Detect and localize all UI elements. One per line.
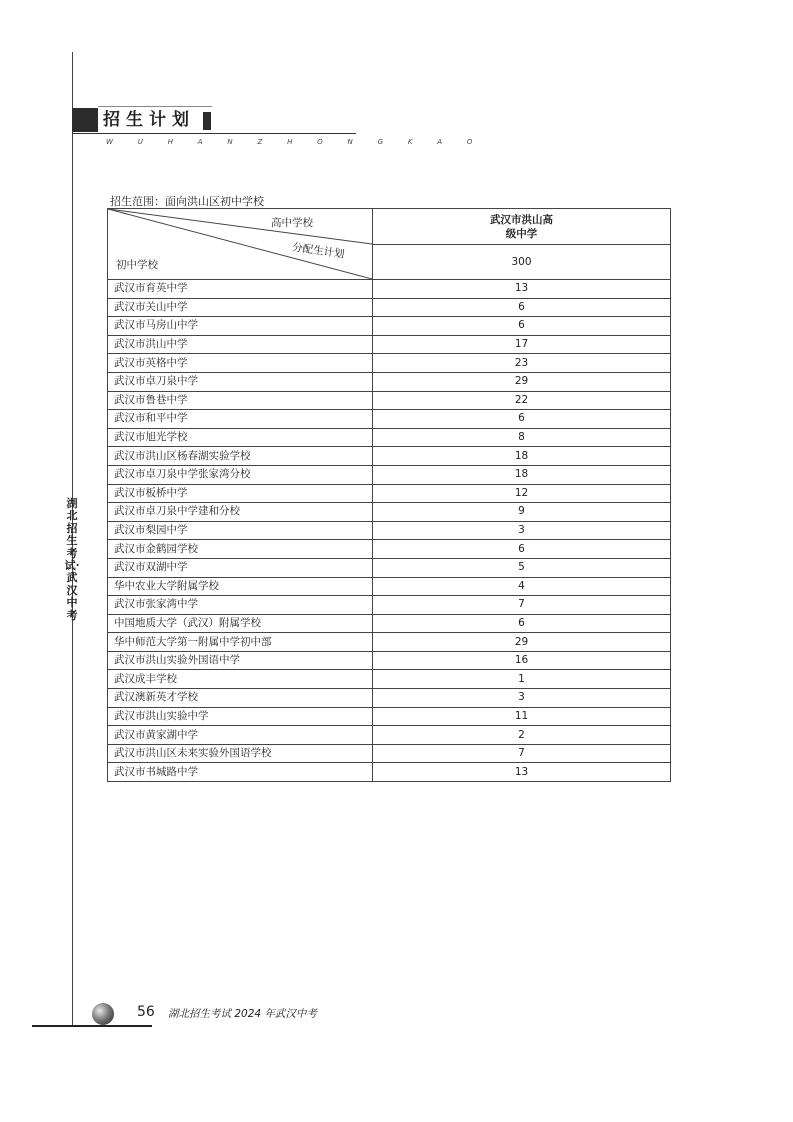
school-name-cell: 武汉市双湖中学: [108, 558, 373, 577]
header-end-block: [203, 112, 211, 130]
quota-cell: 29: [373, 372, 671, 391]
footer-logo-disc: [92, 1003, 114, 1025]
table-row: [108, 428, 671, 447]
school-name-cell: 武汉市洪山区未来实验外国语学校: [108, 744, 373, 763]
table-row: [108, 670, 671, 689]
table-row: [108, 633, 671, 652]
school-name-cell: 武汉成丰学校: [108, 670, 373, 689]
quota-cell: 2: [373, 726, 671, 745]
school-name-cell: 武汉市英格中学: [108, 354, 373, 373]
enrollment-range-label: 招生范围：面向洪山区初中学校: [110, 195, 264, 208]
quota-cell: 22: [373, 391, 671, 410]
school-name-cell: 武汉市关山中学: [108, 298, 373, 317]
quota-cell: 5: [373, 558, 671, 577]
school-name-cell: 武汉市洪山实验外国语中学: [108, 651, 373, 670]
school-name-cell: 华中师范大学第一附属中学初中部: [108, 633, 373, 652]
corner-quota-label: 分配生计划: [291, 241, 346, 261]
table-row: [108, 410, 671, 429]
quota-cell: 12: [373, 484, 671, 503]
school-name-cell: 武汉市育英中学: [108, 280, 373, 299]
table-row: [108, 298, 671, 317]
table-row: [108, 744, 671, 763]
table-row: [108, 596, 671, 615]
table-row: [108, 558, 671, 577]
table-row: [108, 689, 671, 708]
school-name-cell: 武汉市鲁巷中学: [108, 391, 373, 410]
school-name-cell: 武汉市马房山中学: [108, 317, 373, 336]
table-row: [108, 651, 671, 670]
school-name-cell: 武汉市板桥中学: [108, 484, 373, 503]
table-row: [108, 614, 671, 633]
table-row: [108, 540, 671, 559]
table-row: [108, 317, 671, 336]
quota-cell: 6: [373, 540, 671, 559]
high-school-name-text: 武汉市洪山高级中学: [490, 213, 553, 240]
table-row: [108, 465, 671, 484]
footer-rule: [32, 1025, 152, 1027]
page-number: 56: [137, 1004, 155, 1020]
school-name-cell: 武汉市洪山中学: [108, 335, 373, 354]
header-rule: [72, 133, 356, 134]
quota-cell: 8: [373, 428, 671, 447]
table-row: [108, 484, 671, 503]
table-row: [108, 577, 671, 596]
corner-middle-school-label: 初中学校: [116, 259, 158, 271]
section-title: 招生计划: [103, 110, 195, 130]
header-block: [72, 108, 98, 132]
publication-title: 湖北招生考试 2024 年武汉中考: [168, 1008, 317, 1020]
school-name-cell: 华中农业大学附属学校: [108, 577, 373, 596]
school-name-cell: 武汉市黄家湖中学: [108, 726, 373, 745]
table-row: [108, 391, 671, 410]
school-name-cell: 武汉市和平中学: [108, 410, 373, 429]
quota-cell: 16: [373, 651, 671, 670]
high-school-name: [373, 209, 671, 245]
corner-cell: [108, 209, 373, 280]
table-row: [108, 354, 671, 373]
quota-cell: 13: [373, 763, 671, 782]
quota-cell: 11: [373, 707, 671, 726]
quota-cell: 29: [373, 633, 671, 652]
school-name-cell: 武汉市梨园中学: [108, 521, 373, 540]
quota-table: [107, 208, 671, 782]
table-row: [108, 447, 671, 466]
quota-cell: 6: [373, 298, 671, 317]
total-quota: 300: [373, 245, 671, 280]
school-name-cell: 武汉市洪山区杨春湖实验学校: [108, 447, 373, 466]
school-name-cell: 武汉市卓刀泉中学建和分校: [108, 503, 373, 522]
table-row: [108, 707, 671, 726]
quota-cell: 6: [373, 614, 671, 633]
quota-cell: 6: [373, 410, 671, 429]
table-row: [108, 521, 671, 540]
table-row: [108, 763, 671, 782]
quota-cell: 9: [373, 503, 671, 522]
school-name-cell: 武汉市旭光学校: [108, 428, 373, 447]
table-row: [108, 335, 671, 354]
quota-cell: 1: [373, 670, 671, 689]
diagonal-line-2: [108, 209, 372, 244]
quota-cell: 13: [373, 280, 671, 299]
school-name-cell: 中国地质大学（武汉）附属学校: [108, 614, 373, 633]
quota-cell: 4: [373, 577, 671, 596]
quota-cell: 17: [373, 335, 671, 354]
quota-cell: 6: [373, 317, 671, 336]
quota-cell: 7: [373, 596, 671, 615]
side-running-title: 湖北招生考试·武汉中考: [64, 497, 80, 622]
table-row: [108, 372, 671, 391]
school-name-cell: 武汉澳新英才学校: [108, 689, 373, 708]
school-name-cell: 武汉市洪山实验中学: [108, 707, 373, 726]
section-subtitle: W U H A N Z H O N G K A O: [106, 138, 484, 146]
table-row: [108, 503, 671, 522]
school-name-cell: 武汉市张家湾中学: [108, 596, 373, 615]
school-name-cell: 武汉市卓刀泉中学张家湾分校: [108, 465, 373, 484]
table-row: [108, 726, 671, 745]
school-name-cell: 武汉市卓刀泉中学: [108, 372, 373, 391]
quota-cell: 18: [373, 465, 671, 484]
table-header-row: [108, 209, 671, 245]
quota-cell: 3: [373, 521, 671, 540]
school-name-cell: 武汉市金鹤园学校: [108, 540, 373, 559]
quota-cell: 3: [373, 689, 671, 708]
table-row: [108, 280, 671, 299]
quota-cell: 18: [373, 447, 671, 466]
header-top-rule: [98, 106, 212, 107]
school-name-cell: 武汉市书城路中学: [108, 763, 373, 782]
quota-cell: 23: [373, 354, 671, 373]
corner-high-school-label: 高中学校: [271, 217, 313, 229]
quota-cell: 7: [373, 744, 671, 763]
